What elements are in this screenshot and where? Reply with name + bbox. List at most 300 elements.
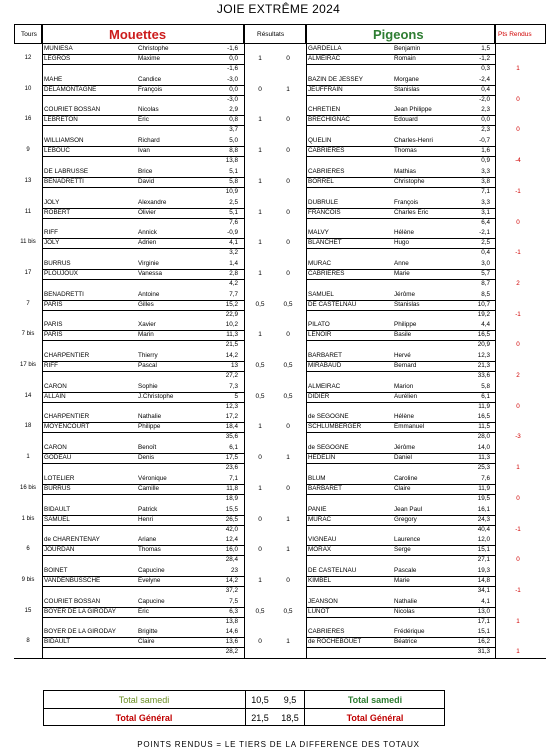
pigeon-score: 3,8 <box>481 177 490 185</box>
total-general-pigeons: 18,5 <box>281 713 299 723</box>
player-row <box>14 494 546 504</box>
player-row <box>14 515 546 525</box>
pigeon-firstname: Thomas <box>394 147 417 155</box>
pigeon-firstname: Caroline <box>394 474 418 482</box>
pigeon-score: 20,9 <box>477 341 490 349</box>
mouette-firstname: Capucine <box>138 597 165 605</box>
pigeon-firstname: Daniel <box>394 454 412 462</box>
mouette-score: 7,1 <box>229 474 238 482</box>
pigeon-score: 10,7 <box>477 300 490 308</box>
group-rule <box>42 463 244 464</box>
result-pigeons: 0 <box>286 269 290 277</box>
pigeon-firstname: Emmanuel <box>394 423 425 431</box>
pigeon-score: 7,1 <box>481 187 490 195</box>
pigeon-score: 34,1 <box>477 586 490 594</box>
mouette-name: DELAMONTAGNE <box>44 85 97 93</box>
player-row <box>14 310 546 320</box>
pigeon-firstname: Pascale <box>394 566 417 574</box>
pts-rendus: 0 <box>516 556 520 564</box>
pigeon-score: 0,4 <box>481 85 490 93</box>
totals-box <box>43 690 445 726</box>
name-rule <box>306 177 495 178</box>
player-row <box>14 300 546 310</box>
pigeon-score: 16,5 <box>477 413 490 421</box>
group-rule <box>42 218 244 219</box>
tour-label: 13 <box>24 177 32 184</box>
player-row <box>14 412 546 422</box>
mouette-firstname: Brice <box>138 167 153 175</box>
pigeon-score: 12,0 <box>477 536 490 544</box>
pigeon-firstname: Nathalie <box>394 597 418 605</box>
pigeon-firstname: Claire <box>394 484 411 492</box>
result-pigeons: 0,5 <box>283 607 293 615</box>
tour-label: 8 <box>26 638 30 645</box>
result-pigeons: 1 <box>286 515 290 523</box>
mouette-name: JOLY <box>44 198 60 206</box>
result-mouettes: 1 <box>258 423 262 431</box>
mouette-name: BENADRETTI <box>44 177 84 185</box>
tour-label: 14 <box>24 392 32 399</box>
player-row <box>14 555 546 565</box>
pigeon-name: DIDIER <box>308 392 330 400</box>
result-mouettes: 1 <box>258 55 262 62</box>
pigeon-score: 31,3 <box>477 648 490 656</box>
result-mouettes: 0 <box>258 638 262 646</box>
pigeon-name: de ROCHEBOUET <box>308 638 362 646</box>
pigeon-name: CABRIERES <box>308 628 345 636</box>
pigeon-name: HEDELIN <box>308 454 336 462</box>
pigeon-score: 2,3 <box>481 126 490 134</box>
mouette-score: 5,8 <box>229 177 238 185</box>
player-row <box>14 443 546 453</box>
pigeon-score: 17,1 <box>477 617 490 625</box>
mouette-name: PARIS <box>44 300 63 308</box>
tour-label: 7 <box>26 300 30 307</box>
player-row <box>14 627 546 637</box>
result-mouettes: 1 <box>258 576 262 584</box>
player-row <box>14 586 546 596</box>
mouette-score: 14,2 <box>225 576 238 584</box>
group-rule <box>306 340 495 341</box>
pigeon-firstname: Hugo <box>394 239 410 247</box>
pigeon-score: 14,0 <box>477 444 490 452</box>
mouette-score: 26,5 <box>225 515 238 523</box>
mouette-name: BOINET <box>44 566 68 574</box>
pigeon-score: 19,5 <box>477 494 490 502</box>
mouette-score: 15,5 <box>225 505 238 513</box>
group-rule <box>42 248 244 249</box>
mouette-name: de CHARENTENAY <box>44 536 100 544</box>
name-rule <box>306 330 495 331</box>
name-rule <box>306 115 495 116</box>
name-rule <box>306 484 495 485</box>
header-tours-cell <box>14 24 42 44</box>
mouette-firstname: Henri <box>138 515 154 523</box>
pigeon-name: PANIE <box>308 505 327 513</box>
group-rule <box>306 463 495 464</box>
mouette-name: PLOUJOUX <box>44 269 78 277</box>
pigeon-score: 16,5 <box>477 331 490 339</box>
mouette-score: -3,0 <box>227 75 238 83</box>
pigeon-name: BARBARET <box>308 484 342 492</box>
pigeon-firstname: Anne <box>394 259 409 267</box>
pigeon-score: 11,5 <box>478 423 490 431</box>
result-pigeons: 0 <box>286 331 290 339</box>
result-pigeons: 1 <box>286 546 290 554</box>
mouette-firstname: Vanessa <box>138 269 163 277</box>
group-rule <box>42 125 244 126</box>
player-row <box>14 238 546 248</box>
result-mouettes: 0,5 <box>255 607 265 615</box>
pigeon-firstname: Philippe <box>394 321 417 329</box>
name-rule <box>306 85 495 86</box>
pigeon-score: 6,1 <box>481 392 490 400</box>
name-rule <box>306 146 495 147</box>
player-row <box>14 361 546 371</box>
pigeon-score: 28,0 <box>477 433 490 441</box>
mouette-score: 28,4 <box>225 556 238 564</box>
mouette-score: -1,6 <box>227 65 238 72</box>
header-resultats-cell <box>244 24 306 44</box>
mouette-firstname: Xavier <box>138 321 156 329</box>
pigeon-name: FRANCOIS <box>308 208 341 216</box>
pigeon-score: 16,2 <box>477 638 490 646</box>
mouette-name: LEBOUC <box>44 147 70 155</box>
player-row <box>14 320 546 330</box>
pigeon-score: 13,0 <box>477 607 490 615</box>
name-rule <box>306 422 495 423</box>
pts-rendus: 0 <box>516 126 520 134</box>
group-rule <box>42 156 244 157</box>
mouette-score: 14,2 <box>225 352 238 359</box>
result-pigeons: 0,5 <box>283 300 293 308</box>
pts-rendus: 2 <box>516 372 520 379</box>
mouette-score: 27,2 <box>225 372 238 379</box>
mouette-score: 42,0 <box>225 525 238 533</box>
pigeon-firstname: Hélène <box>394 229 414 237</box>
total-samedi-pigeons: 9,5 <box>283 695 297 705</box>
pigeon-firstname: Charles-Henri <box>394 137 433 145</box>
name-rule <box>306 300 495 301</box>
pigeon-score: 33,6 <box>477 372 490 379</box>
mouette-firstname: Antoine <box>138 290 160 298</box>
result-pigeons: 0,5 <box>283 362 293 369</box>
mouette-firstname: Eric <box>138 116 149 124</box>
player-row <box>14 422 546 432</box>
tour-label: 16 <box>24 116 32 123</box>
pigeon-name: BLUM <box>308 474 326 482</box>
pts-rendus: 1 <box>516 464 520 472</box>
group-rule <box>306 248 495 249</box>
tour-label: 12 <box>24 55 32 61</box>
mouette-name: RIFF <box>44 362 58 369</box>
mouette-firstname: Camille <box>138 484 159 492</box>
mouette-firstname: Adrien <box>138 239 157 247</box>
result-mouettes: 1 <box>258 177 262 185</box>
result-mouettes: 1 <box>258 239 262 247</box>
tour-label: 17 bis <box>19 362 36 368</box>
player-row <box>14 208 546 218</box>
pigeon-score: 3,0 <box>481 259 490 267</box>
pigeon-name: ALMEIRAC <box>308 382 341 390</box>
name-rule <box>42 576 244 577</box>
mouette-score: 0,0 <box>229 55 238 62</box>
pigeon-score: 15,1 <box>477 628 490 636</box>
mouette-score: 4,1 <box>229 239 238 247</box>
mouette-score: 7,3 <box>229 382 238 390</box>
pigeon-name: JEANSON <box>308 597 338 605</box>
name-rule <box>42 361 244 362</box>
pigeon-firstname: Stanislas <box>394 85 420 93</box>
player-row <box>14 463 546 473</box>
mouette-name: PARIS <box>44 331 63 339</box>
pigeon-firstname: Marion <box>394 382 414 390</box>
player-row <box>14 75 546 85</box>
result-mouettes: 1 <box>258 147 262 155</box>
mouette-firstname: Nathalie <box>138 413 162 421</box>
pigeon-score: 8,5 <box>481 290 490 298</box>
mouette-score: 13,8 <box>225 157 238 165</box>
mouette-name: VANDENBUSSCHE <box>44 576 101 584</box>
mouette-name: MOYENCOURT <box>44 423 90 431</box>
player-row <box>14 105 546 115</box>
group-rule <box>306 494 495 495</box>
mouette-firstname: Christophe <box>138 45 169 52</box>
player-row <box>14 607 546 617</box>
name-rule <box>42 515 244 516</box>
player-row <box>14 637 546 647</box>
mouette-firstname: Virginie <box>138 259 159 267</box>
pigeon-score: 11,9 <box>478 484 490 492</box>
player-row <box>14 177 546 187</box>
mouette-firstname: Capucine <box>138 566 165 574</box>
name-rule <box>42 208 244 209</box>
player-row <box>14 54 546 64</box>
pigeon-score: 25,3 <box>477 464 490 472</box>
mouette-firstname: Nicolas <box>138 106 159 114</box>
name-rule <box>306 54 495 55</box>
mouette-score: 3,7 <box>229 126 238 134</box>
player-row <box>14 382 546 392</box>
player-row <box>14 545 546 555</box>
mouette-name: COURIET BOSSAN <box>44 106 101 114</box>
pigeon-score: 2,3 <box>481 106 490 114</box>
group-rule <box>306 125 495 126</box>
mouette-name: WILLIAMSON <box>44 137 84 145</box>
pigeon-score: 5,7 <box>481 269 490 277</box>
pigeon-firstname: Mathias <box>394 167 417 175</box>
pigeon-score: -1,2 <box>479 55 490 62</box>
group-rule <box>306 279 495 280</box>
mouette-firstname: J.Christophe <box>138 392 174 400</box>
player-row <box>14 535 546 545</box>
group-rule <box>42 340 244 341</box>
pigeon-name: BRECHIGNAC <box>308 116 350 124</box>
mouette-score: 17,2 <box>225 413 238 421</box>
mouette-firstname: Candice <box>138 75 162 83</box>
pigeon-firstname: Frédérique <box>394 628 425 636</box>
pigeon-score: 27,1 <box>477 556 490 564</box>
player-row <box>14 330 546 340</box>
mouette-score: 4,2 <box>229 279 238 287</box>
pts-rendus: 0 <box>516 95 520 103</box>
mouette-name: MUNIESA <box>44 45 73 52</box>
mouette-score: 12,4 <box>225 536 238 544</box>
pts-rendus: -1 <box>515 187 521 195</box>
mouette-score: 5,1 <box>229 167 238 175</box>
pigeon-score: -2,4 <box>479 75 490 83</box>
mouette-score: 5,0 <box>229 137 238 145</box>
result-mouettes: 0,5 <box>255 392 265 400</box>
tour-label: 17 <box>24 269 32 276</box>
pigeon-name: KIMBEL <box>308 576 332 584</box>
mouette-name: BIDAULT <box>44 638 71 646</box>
mouette-name: DE LABRUSSE <box>44 167 89 175</box>
mouette-score: 22,9 <box>225 310 238 318</box>
mouette-name: MAHE <box>44 75 63 83</box>
result-pigeons: 0 <box>286 147 290 155</box>
player-row <box>14 279 546 289</box>
player-row <box>14 392 546 402</box>
player-row <box>14 647 546 657</box>
group-rule <box>306 586 495 587</box>
name-rule <box>42 300 244 301</box>
pigeon-score: 8,7 <box>481 279 490 287</box>
tour-label: 10 <box>24 85 32 92</box>
mouette-score: 21,5 <box>225 341 238 349</box>
pigeon-score: 0,0 <box>481 116 490 124</box>
total-general-label-mouettes: Total Général <box>115 713 173 723</box>
header-pts-rendus: Pts Rendus <box>498 31 532 38</box>
group-rule <box>42 647 244 648</box>
pigeon-score: 3,3 <box>481 167 490 175</box>
pigeon-name: DE CASTELNAU <box>308 566 357 574</box>
group-rule <box>42 494 244 495</box>
pigeon-firstname: Stanislas <box>394 300 420 308</box>
pigeon-score: 4,1 <box>481 597 490 605</box>
result-pigeons: 0 <box>286 55 290 62</box>
mouette-name: PARIS <box>44 321 63 329</box>
pigeon-score: 3,1 <box>481 208 490 216</box>
tour-label: 15 <box>24 607 32 614</box>
mouette-score: 0,8 <box>229 116 238 124</box>
pigeon-name: CHRETIEN <box>308 106 341 114</box>
mouette-firstname: Thomas <box>138 546 161 554</box>
pigeon-firstname: Bernard <box>394 362 417 369</box>
tour-label: 9 bis <box>21 576 35 583</box>
player-row <box>14 340 546 350</box>
pigeon-name: LENOIR <box>308 331 332 339</box>
pigeon-name: MALVY <box>308 229 329 237</box>
pigeon-score: 1,6 <box>481 147 490 155</box>
pigeon-name: CABRIERES <box>308 269 345 277</box>
player-row <box>14 290 546 300</box>
pigeon-score: 11,3 <box>478 454 490 462</box>
mouette-score: 5,1 <box>229 208 238 216</box>
pigeon-firstname: Aurélien <box>394 392 418 400</box>
pigeon-score: 4,4 <box>481 321 490 329</box>
player-row <box>14 248 546 258</box>
mouette-score: 13 <box>230 362 238 369</box>
mouette-firstname: Véronique <box>138 474 167 482</box>
name-rule <box>42 269 244 270</box>
mouette-name: ROBERT <box>44 208 71 216</box>
pigeon-score: 2,5 <box>481 239 490 247</box>
mouette-score: 35,6 <box>225 433 238 441</box>
mouette-firstname: Patrick <box>138 505 158 513</box>
pigeon-name: MURAC <box>308 259 332 267</box>
pigeon-firstname: Laurence <box>394 536 421 544</box>
mouette-score: 12,3 <box>225 402 238 410</box>
pigeon-score: 12,3 <box>477 352 490 359</box>
total-general-label-pigeons: Total Général <box>346 713 404 723</box>
player-row <box>14 136 546 146</box>
pigeon-score: 11,9 <box>478 402 490 410</box>
mouette-firstname: Evelyne <box>138 576 161 584</box>
footer-note: POINTS RENDUS = LE TIERS DE LA DIFFERENCE DES TOTAUX <box>137 740 420 749</box>
header-pts-rendus-cell <box>495 24 546 44</box>
result-mouettes: 1 <box>258 484 262 492</box>
name-rule <box>306 361 495 362</box>
name-rule <box>306 208 495 209</box>
result-pigeons: 0,5 <box>283 392 293 400</box>
mouette-score: -0,9 <box>227 229 238 237</box>
mouette-score: 18,4 <box>225 423 238 431</box>
group-rule <box>42 617 244 618</box>
mouette-score: 17,5 <box>225 454 238 462</box>
pigeon-score: 0,4 <box>481 249 490 257</box>
group-rule <box>306 402 495 403</box>
name-rule <box>42 54 244 55</box>
mouette-firstname: Maxime <box>138 55 161 62</box>
mouette-firstname: François <box>138 85 163 93</box>
pts-rendus: 0 <box>516 218 520 226</box>
pts-rendus: 2 <box>516 279 520 287</box>
name-rule <box>306 269 495 270</box>
group-rule <box>42 371 244 372</box>
name-rule <box>42 637 244 638</box>
group-rule <box>306 525 495 526</box>
pigeon-score: 0,9 <box>481 157 490 165</box>
name-rule <box>42 607 244 608</box>
player-row <box>14 597 546 607</box>
total-samedi-label-pigeons: Total samedi <box>347 695 403 705</box>
pigeon-firstname: Jérôme <box>394 290 415 298</box>
pigeon-name: BAZIN DE JESSEY <box>308 75 363 83</box>
mouette-score: -3,0 <box>227 95 238 103</box>
result-pigeons: 1 <box>286 454 290 462</box>
group-rule <box>306 617 495 618</box>
group-rule <box>42 402 244 403</box>
pigeon-firstname: Edouard <box>394 116 418 124</box>
player-row <box>14 228 546 238</box>
name-rule <box>42 146 244 147</box>
player-row <box>14 474 546 484</box>
player-row <box>14 453 546 463</box>
name-rule <box>306 545 495 546</box>
pigeon-score: 15,1 <box>477 546 490 554</box>
pigeon-name: PILATO <box>308 321 330 329</box>
group-rule <box>42 64 244 65</box>
pts-rendus: 0 <box>516 402 520 410</box>
mouette-score: 7,6 <box>229 218 238 226</box>
pts-rendus: 1 <box>516 617 520 625</box>
pigeon-firstname: Béatrice <box>394 638 418 646</box>
mouette-firstname: Marin <box>138 331 154 339</box>
player-row <box>14 617 546 627</box>
mouette-score: 28,2 <box>225 648 238 656</box>
result-mouettes: 1 <box>258 331 262 339</box>
